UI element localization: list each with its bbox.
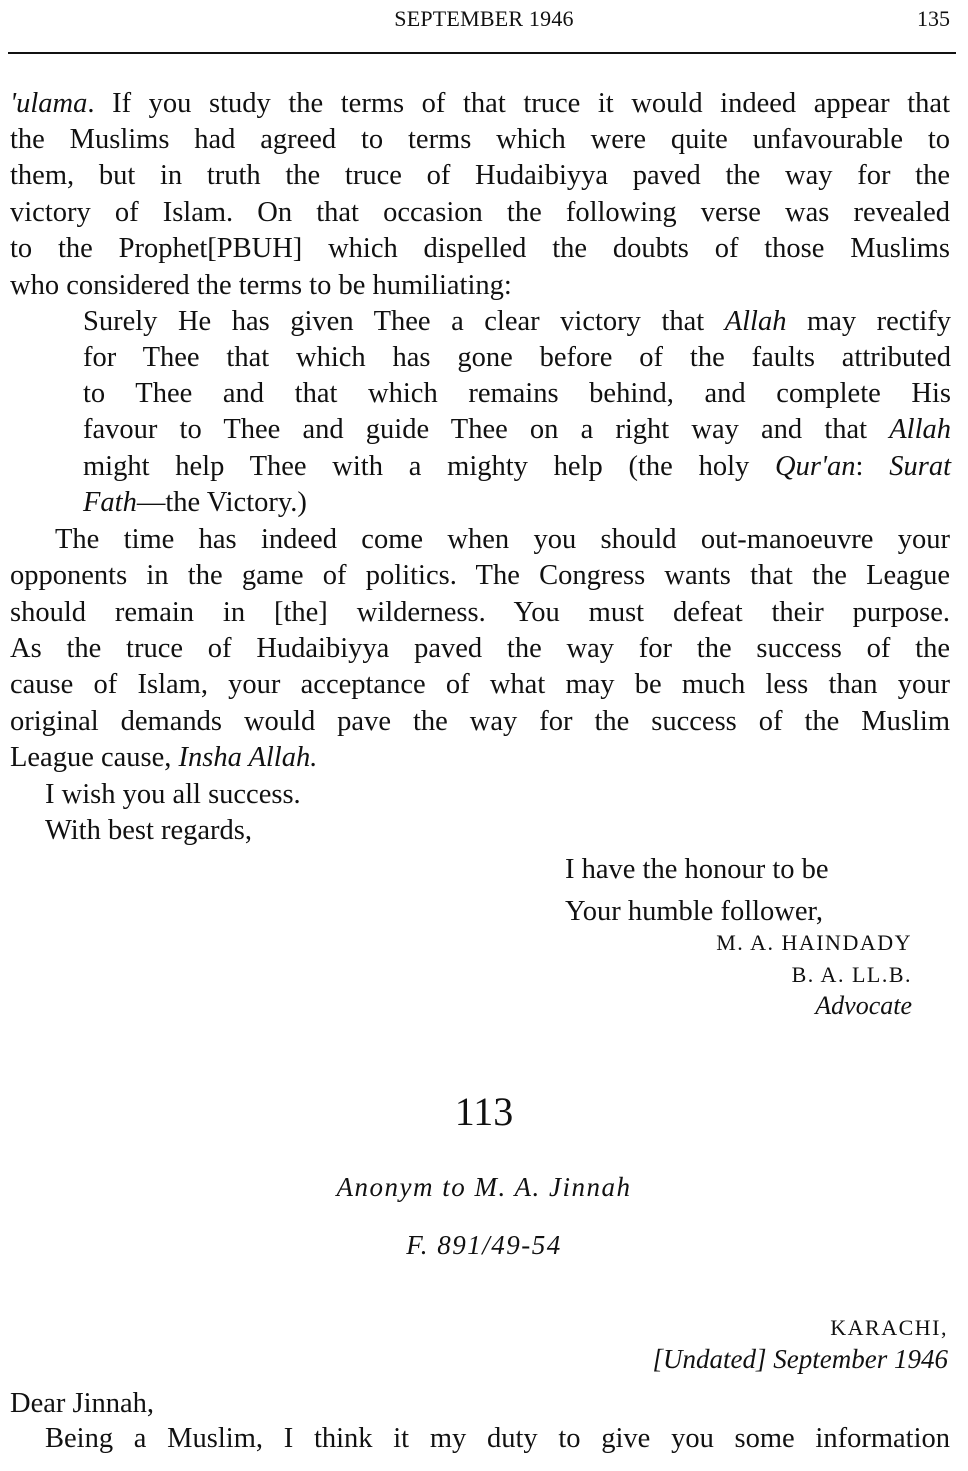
paragraph-line: victory of Islam. On that occasion the following verse was revealed: [10, 197, 950, 228]
paragraph-line: the Muslims had agreed to terms which were quite unfavourable to: [10, 124, 950, 155]
paragraph-line: [10, 86, 950, 122]
signature-title: Advocate: [815, 991, 912, 1020]
quote-line: might help Thee with a mighty help (the holy Qur'an: Surat: [83, 451, 951, 482]
line-text: . If you study the terms of that truce it would indeed appear that: [87, 88, 950, 119]
paragraph-line: As the truce of Hudaibiyya paved the way for the success of the: [10, 633, 950, 664]
running-head: [0, 6, 968, 40]
document-number: 113: [454, 1089, 514, 1134]
signature-follower: Your humble follower,: [565, 896, 823, 927]
running-title: SEPTEMBER 1946: [394, 6, 574, 31]
paragraph-line: cause of Islam, your acceptance of what may be much less than your: [10, 669, 950, 700]
paragraph-line: original demands would pave the way for the success of the Muslim: [10, 706, 950, 737]
italic-word: 'ulama: [10, 88, 88, 119]
paragraph-line: opponents in the game of politics. The Congress wants that the League: [10, 560, 950, 591]
paragraph-line: them, but in truth the truce of Hudaibiyya paved the way for the: [10, 160, 950, 191]
page-number: 135: [917, 6, 950, 31]
quote-line: favour to Thee and guide Thee on a right way and that Allah: [83, 414, 951, 445]
paragraph-line: The time has indeed come when you should out-manoeuvre your: [55, 524, 950, 555]
quote-line: to Thee and that which remains behind, and complete His: [83, 378, 951, 409]
quote-line: Surely He has given Thee a clear victory that Allah may rectify: [83, 306, 951, 337]
paragraph-line: to the Prophet[PBUH] which dispelled the doubts of those Muslims: [10, 233, 950, 264]
signature-degree: B. A. LL.B.: [791, 962, 912, 987]
paragraph-line: who considered the terms to be humiliating:: [10, 270, 512, 301]
header-rule: [8, 52, 956, 54]
salutation: Dear Jinnah,: [10, 1388, 155, 1419]
signature-honour: I have the honour to be: [565, 854, 829, 885]
letter-date: [Undated] September 1946: [652, 1344, 948, 1374]
quote-line: for Thee that which has gone before of the faults attributed: [83, 342, 951, 373]
paragraph-line: League cause, Insha Allah.: [10, 742, 318, 773]
letter-place: KARACHI,: [830, 1315, 948, 1340]
document-heading: Anonym to M. A. Jinnah: [336, 1172, 632, 1202]
closing-wish: I wish you all success.: [45, 779, 301, 810]
paragraph-line: should remain in [the] wilderness. You must defeat their purpose.: [10, 597, 950, 628]
closing-regards: With best regards,: [45, 815, 253, 846]
signature-name: M. A. HAINDADY: [716, 930, 912, 955]
paragraph-line: Being a Muslim, I think it my duty to give you some information: [45, 1423, 950, 1454]
file-reference: F. 891/49-54: [406, 1230, 562, 1260]
quote-line: Fath—the Victory.): [83, 487, 307, 518]
